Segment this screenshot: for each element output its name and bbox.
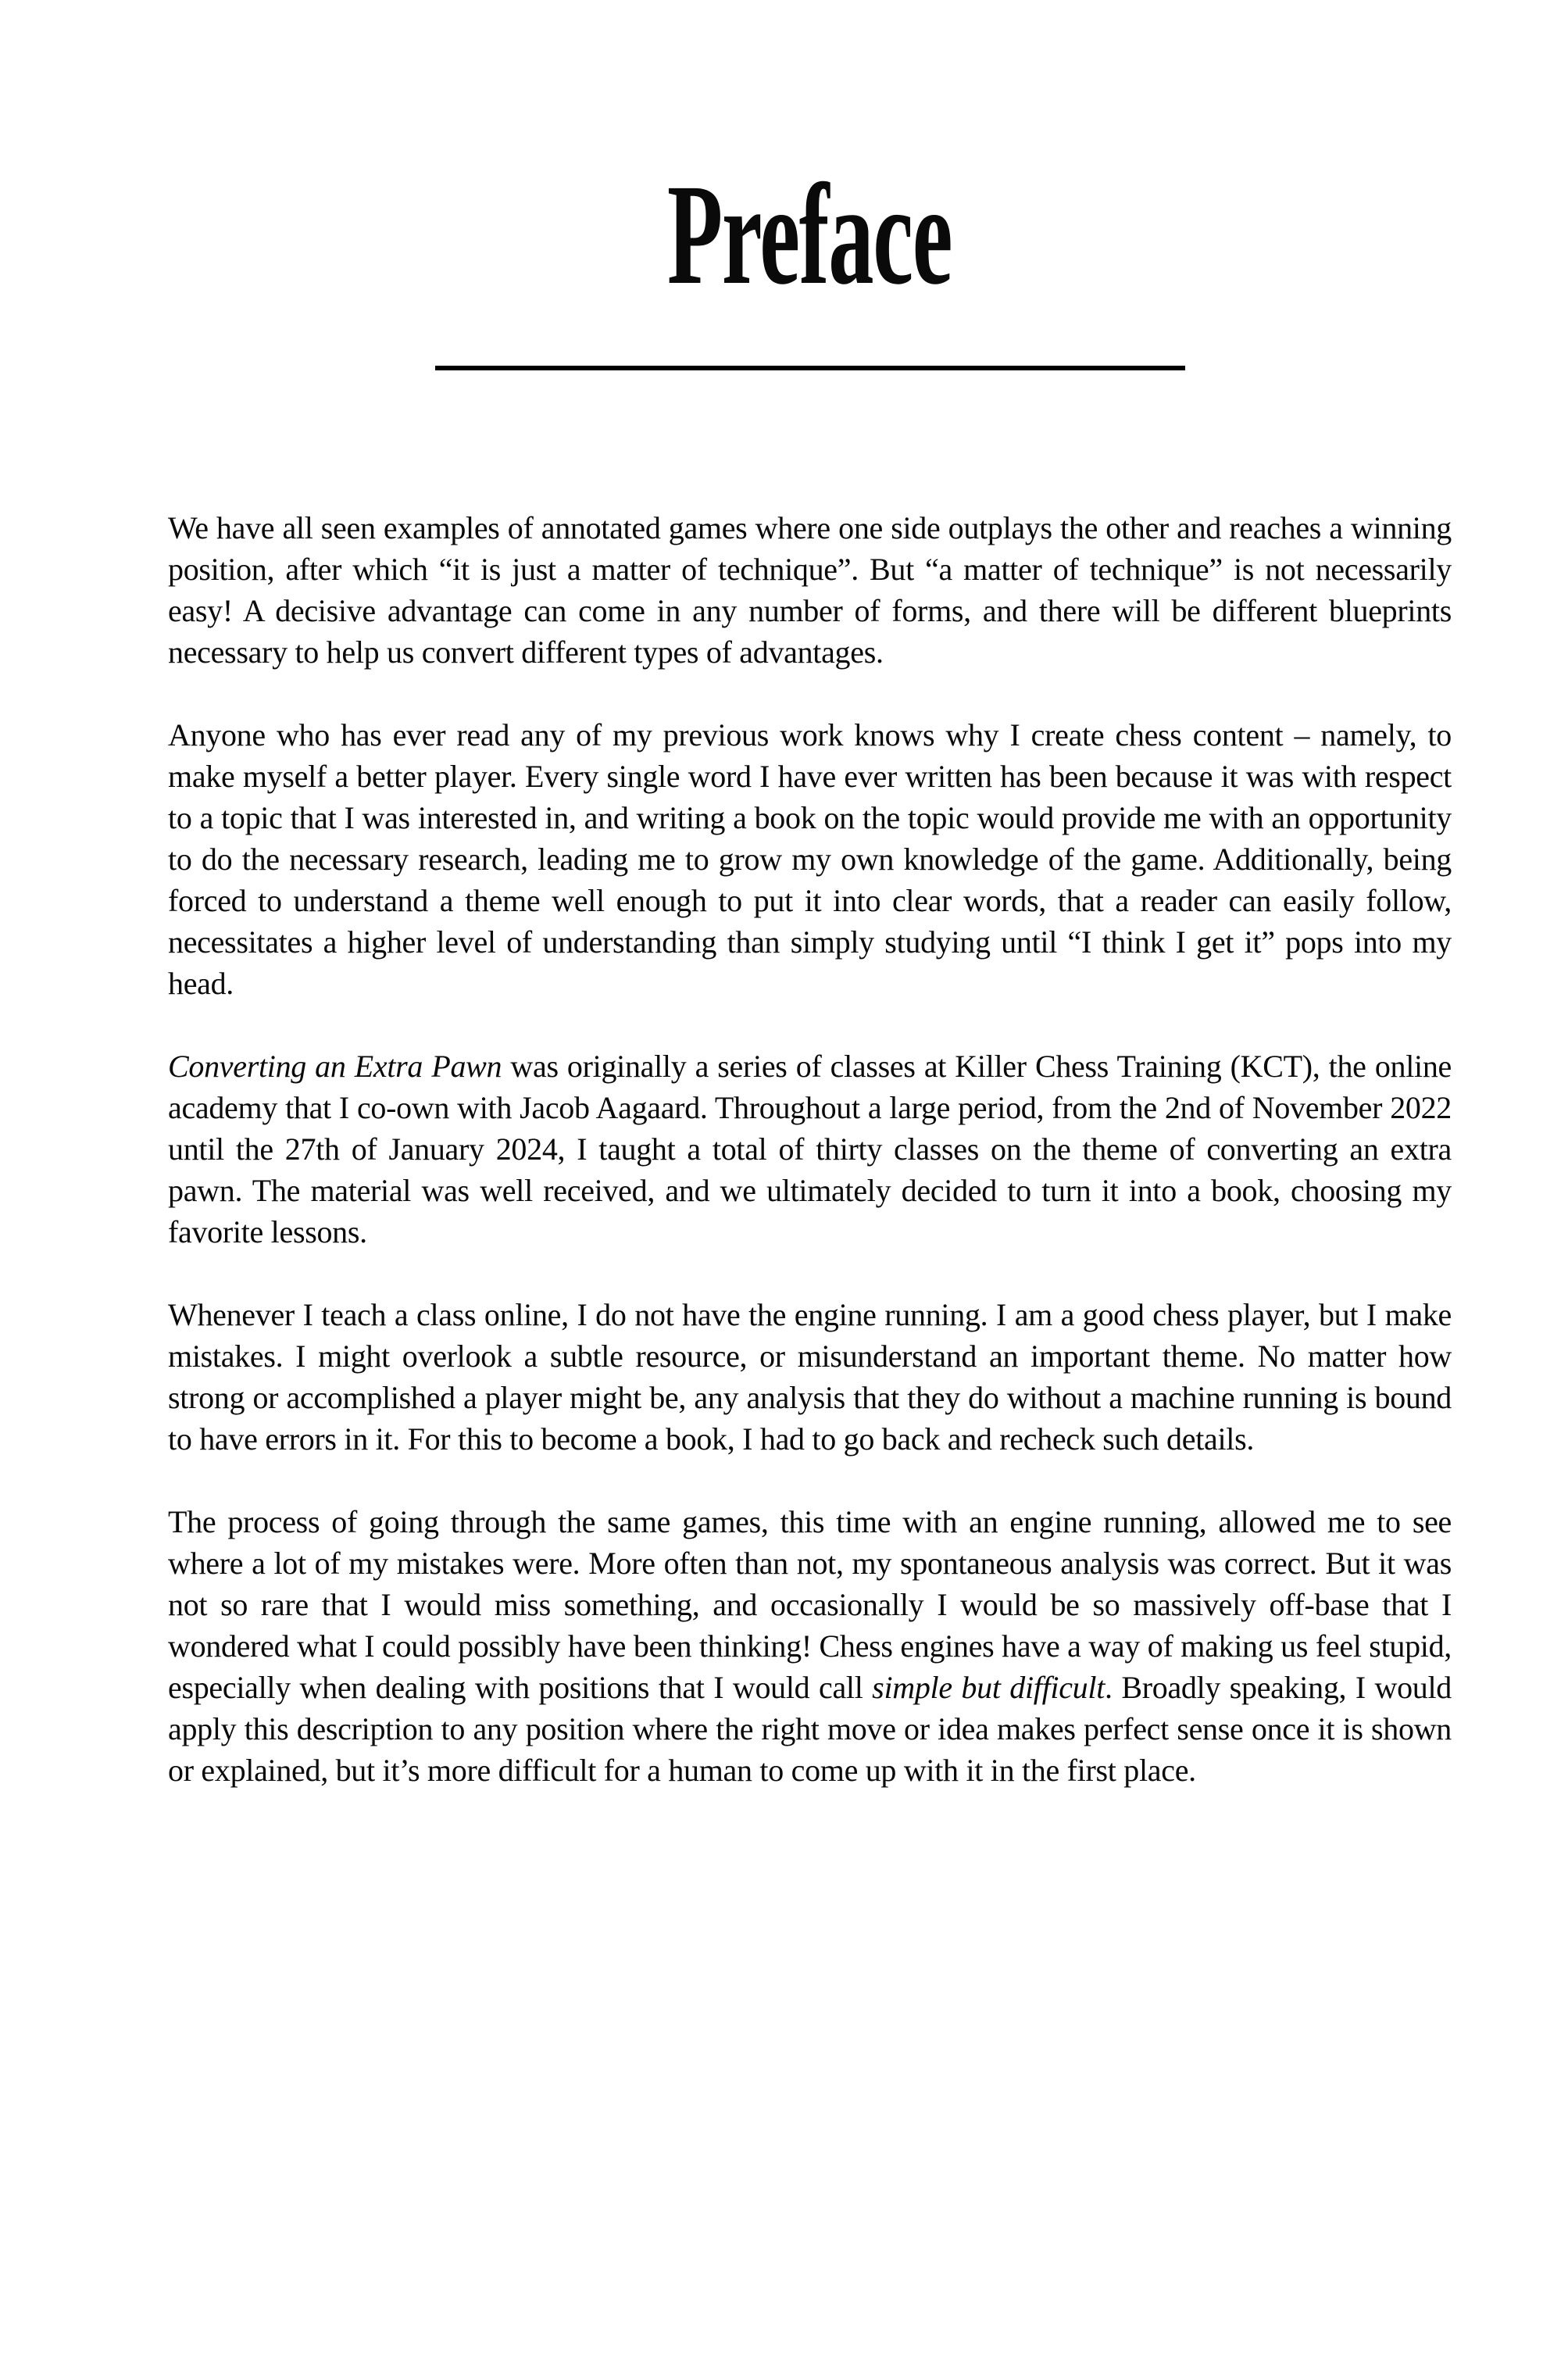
page-title: Preface	[667, 155, 952, 315]
paragraph-text: The process of going through the same games, this time with an engine running, allowed me to see where a lot of my mistakes were. More often than not, my spontaneous analysis was correct. But it was not so rare that I would miss something, and occasionally I would be so massively off-base that I wondered what I could possibly have been thinking! Chess engines have a way of making us feel stupid, especially when dealing with positions that I would call	[168, 1504, 1452, 1705]
preface-paragraph-4	[168, 1294, 1452, 1460]
paragraph-text: We have all seen examples of annotated games where one side outplays the other and reaches a winning position, after which “it is just a matter of technique”. But “a matter of technique” is not necessarily easy! A decisive advantage can come in any number of forms, and there will be different blueprints necessary to help us convert different types of advantages.	[168, 510, 1452, 670]
preface-paragraph-2	[168, 714, 1452, 1004]
paragraph-text: was originally a series of classes at Killer Chess Training (KCT), the online academy that I co-own with Jacob Aagaard. Throughout a large period, from the 2nd of November 2022 until the 27th of January 2024, I taught a total of thirty classes on the theme of converting an extra pawn. The material was well received, and we ultimately decided to turn it into a book, choosing my favorite lessons.	[168, 1049, 1452, 1249]
paragraph-text: . Broadly speaking, I would apply this description to any position where the right move or idea makes perfect sense once it is shown or explained, but it’s more difficult for a human to come up with it in the first place.	[168, 1670, 1452, 1788]
title-block	[168, 155, 1452, 315]
book-title-italic: Converting an Extra Pawn	[168, 1049, 502, 1084]
title-divider	[435, 366, 1185, 370]
paragraph-text: Anyone who has ever read any of my previous work knows why I create chess content – namely, to make myself a better player. Every single word I have ever written has been because it was with respect to a topic that I was interested in, and writing a book on the topic would provide me with an opportunity to do the necessary research, leading me to grow my own knowledge of the game. Additionally, being forced to understand a theme well enough to put it into clear words, that a reader can easily follow, necessitates a higher level of understanding than simply studying until “I think I get it” pops into my head.	[168, 717, 1452, 1001]
preface-paragraph-5	[168, 1501, 1452, 1791]
book-page	[0, 155, 1568, 2377]
preface-paragraph-3	[168, 1046, 1452, 1253]
preface-body	[168, 507, 1452, 1791]
emphasis-italic: simple but difficult	[872, 1670, 1105, 1705]
paragraph-text: Whenever I teach a class online, I do not have the engine running. I am a good chess player, but I make mistakes. I might overlook a subtle resource, or misunderstand an important theme. No matter how strong or accomplished a player might be, any analysis that they do without a machine running is bound to have errors in it. For this to become a book, I had to go back and recheck such details.	[168, 1297, 1452, 1457]
preface-paragraph-1	[168, 507, 1452, 673]
